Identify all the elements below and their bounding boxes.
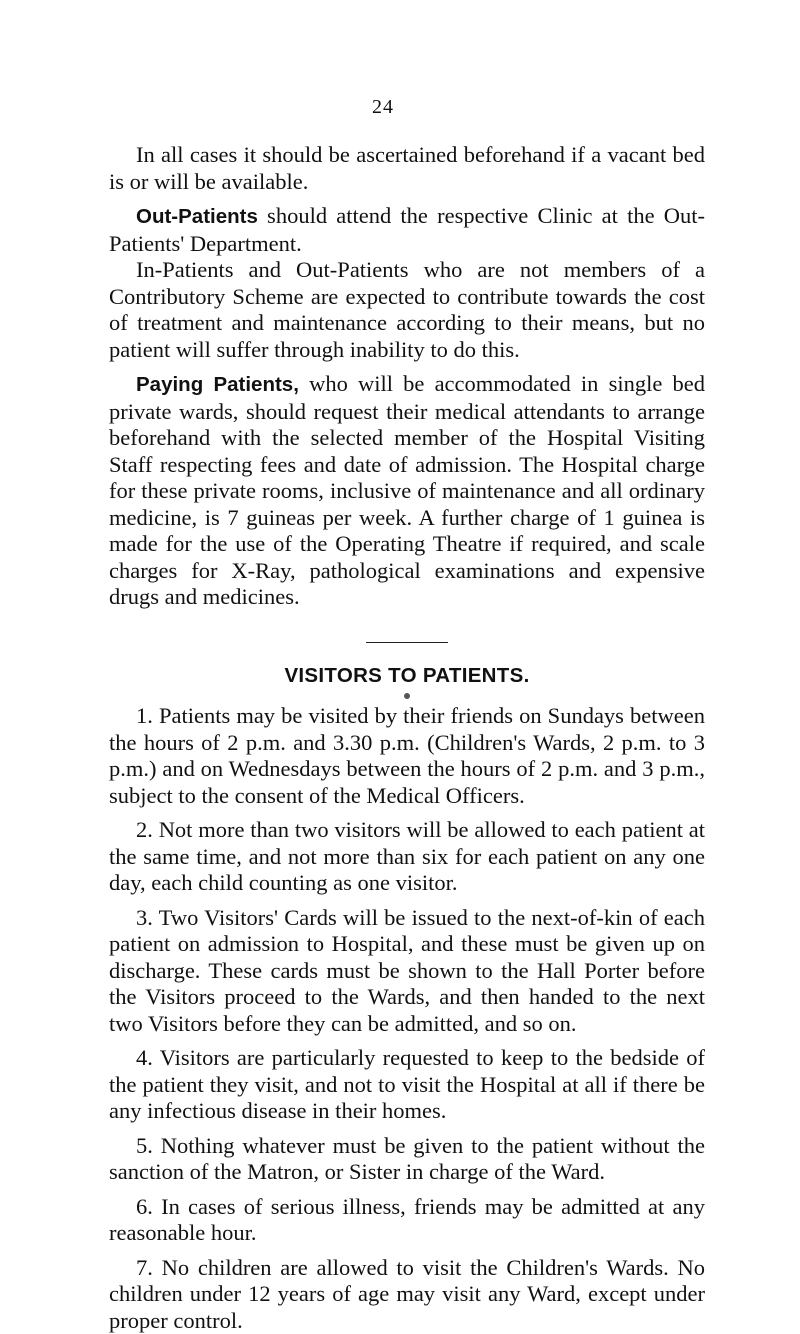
visitor-rule-5: 5. Nothing whatever must be given to the patient without the sanction of the Matron, or Sister in charge of the Ward.: [109, 1133, 705, 1186]
ornament-dot: [404, 693, 410, 699]
out-patients-paragraph: [109, 203, 705, 257]
section-divider: [366, 642, 448, 643]
visitor-rule-4: 4. Visitors are particularly requested to keep to the bedside of the patient they visit, and not to visit the Hospital at all if there be any infectious disease in their homes.: [109, 1045, 705, 1125]
out-patients-lead: Out-Patients: [136, 205, 258, 228]
paying-patients-lead: Paying Patients,: [136, 373, 299, 396]
visitor-rule-1: 1. Patients may be visited by their friends on Sundays between the hours of 2 p.m. and 3.30 p.m. (Children's Wards, 2 p.m. to 3 p.m.) and on Wednesdays between the hours of 2 p.m. and 3 p.m., subject to the consent of the Medical Officers.: [109, 703, 705, 809]
paying-patients-paragraph: [109, 371, 705, 611]
page-number: 24: [372, 96, 394, 119]
contribution-paragraph: In-Patients and Out-Patients who are not members of a Contributory Scheme are expected to contribute towards the cost of treatment and maintenance according to their means, but no patient will suffer through inability to do this.: [109, 257, 705, 363]
visitor-rule-7: 7. No children are allowed to visit the Children's Wards. No children under 12 years of age may visit any Ward, except under proper control.: [109, 1255, 705, 1334]
out-patients-text: should attend the respective Clinic at the Out-Patients' Department.: [109, 203, 705, 256]
page-body: [109, 142, 705, 1334]
vacant-bed-paragraph: In all cases it should be ascertained beforehand if a vacant bed is or will be available.: [109, 142, 705, 195]
visitor-rule-6: 6. In cases of serious illness, friends may be admitted at any reasonable hour.: [109, 1194, 705, 1247]
visitor-rule-2: 2. Not more than two visitors will be allowed to each patient at the same time, and not more than six for each patient on any one day, each child counting as one visitor.: [109, 817, 705, 897]
visitors-heading: VISITORS TO PATIENTS.: [109, 663, 705, 690]
visitor-rule-3: 3. Two Visitors' Cards will be issued to the next-of-kin of each patient on admission to Hospital, and these must be given up on discharge. These cards must be shown to the Hall Porter before the Visitors proceed to the Wards, and then handed to the next two Visitors before they can be admitted, and so on.: [109, 905, 705, 1038]
paying-patients-text: who will be accommodated in single bed private wards, should request their medical attendants to arrange beforehand with the selected member of the Hospital Visiting Staff respecting fees and date of admission. The Hospital charge for these private rooms, inclusive of maintenance and all ordinary medicine, is 7 guineas per week. A further charge of 1 guinea is made for the use of the Operating Theatre if required, and scale charges for X-Ray, pathological examinations and expensive drugs and medicines.: [109, 371, 705, 609]
